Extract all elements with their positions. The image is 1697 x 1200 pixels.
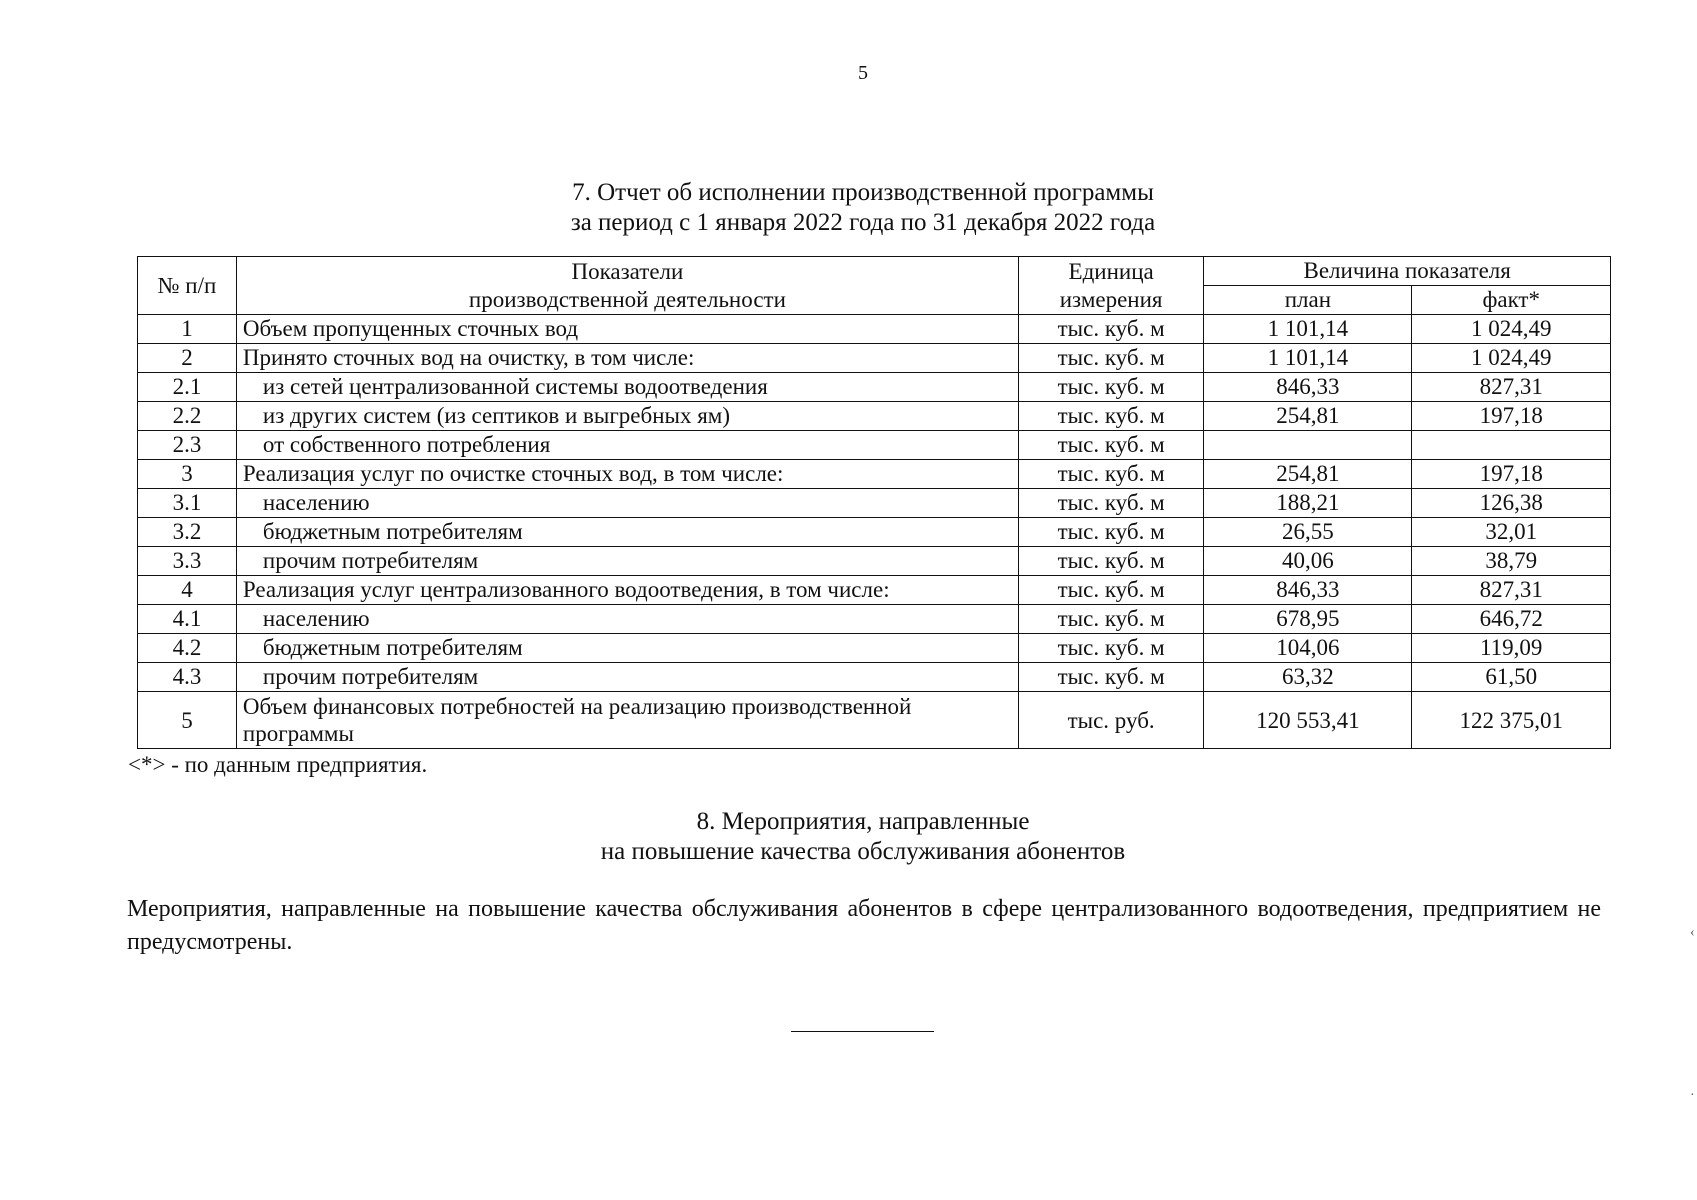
section-8-title bbox=[0, 807, 1697, 867]
table-row bbox=[138, 634, 1611, 663]
row-num: 3 bbox=[138, 460, 237, 489]
row-plan: 120 553,41 bbox=[1204, 692, 1412, 749]
header-fact: факт* bbox=[1412, 286, 1611, 315]
row-indicator: бюджетным потребителям bbox=[236, 518, 1018, 547]
table-row bbox=[138, 692, 1611, 749]
row-indicator: Объем финансовых потребностей на реализацию производственной программы bbox=[236, 692, 1018, 749]
table-row bbox=[138, 489, 1611, 518]
scan-edge-mark: ‹ bbox=[1690, 925, 1695, 940]
row-num: 3.2 bbox=[138, 518, 237, 547]
row-fact: 126,38 bbox=[1412, 489, 1611, 518]
row-fact: 646,72 bbox=[1412, 605, 1611, 634]
row-unit: тыс. куб. м bbox=[1018, 547, 1203, 576]
header-indicator-line1: Показатели bbox=[571, 258, 684, 284]
row-indicator: населению bbox=[236, 605, 1018, 634]
end-separator-line bbox=[791, 1031, 934, 1032]
row-plan bbox=[1204, 431, 1412, 460]
header-unit-line1: Единица bbox=[1068, 258, 1154, 284]
row-unit: тыс. куб. м bbox=[1018, 460, 1203, 489]
section-7-title-line2: за период с 1 января 2022 года по 31 декабря 2022 года bbox=[570, 209, 1156, 236]
row-unit: тыс. куб. м bbox=[1018, 605, 1203, 634]
table-row bbox=[138, 460, 1611, 489]
table-row bbox=[138, 547, 1611, 576]
section-7-title bbox=[0, 178, 1697, 238]
header-unit bbox=[1018, 257, 1203, 315]
row-plan: 254,81 bbox=[1204, 402, 1412, 431]
row-num: 3.3 bbox=[138, 547, 237, 576]
table-header-row bbox=[138, 257, 1611, 286]
row-indicator: Объем пропущенных сточных вод bbox=[236, 315, 1018, 344]
table-row bbox=[138, 373, 1611, 402]
row-fact: 38,79 bbox=[1412, 547, 1611, 576]
row-num: 2.1 bbox=[138, 373, 237, 402]
row-unit: тыс. куб. м bbox=[1018, 373, 1203, 402]
row-unit: тыс. куб. м bbox=[1018, 344, 1203, 373]
table-row bbox=[138, 431, 1611, 460]
row-indicator: населению bbox=[236, 489, 1018, 518]
row-num: 4.3 bbox=[138, 663, 237, 692]
header-indicator-line2: производственной деятельности bbox=[468, 286, 786, 312]
row-fact: 119,09 bbox=[1412, 634, 1611, 663]
row-indicator: прочим потребителям bbox=[236, 663, 1018, 692]
header-num: № п/п bbox=[138, 257, 237, 315]
scan-edge-mark: · bbox=[1690, 1088, 1695, 1103]
table-row bbox=[138, 344, 1611, 373]
row-indicator: бюджетным потребителям bbox=[236, 634, 1018, 663]
row-num: 3.1 bbox=[138, 489, 237, 518]
row-plan: 188,21 bbox=[1204, 489, 1412, 518]
row-num: 2 bbox=[138, 344, 237, 373]
header-unit-line2: измерения bbox=[1059, 286, 1163, 312]
row-fact: 197,18 bbox=[1412, 402, 1611, 431]
row-num: 2.2 bbox=[138, 402, 237, 431]
row-num: 2.3 bbox=[138, 431, 237, 460]
row-unit: тыс. куб. м bbox=[1018, 634, 1203, 663]
table-row bbox=[138, 576, 1611, 605]
row-plan: 26,55 bbox=[1204, 518, 1412, 547]
row-unit: тыс. руб. bbox=[1018, 692, 1203, 749]
row-fact: 1 024,49 bbox=[1412, 315, 1611, 344]
row-plan: 63,32 bbox=[1204, 663, 1412, 692]
row-fact: 61,50 bbox=[1412, 663, 1611, 692]
row-fact: 827,31 bbox=[1412, 373, 1611, 402]
row-indicator: из других систем (из септиков и выгребных ям) bbox=[236, 402, 1018, 431]
row-plan: 1 101,14 bbox=[1204, 344, 1412, 373]
row-num: 1 bbox=[138, 315, 237, 344]
production-program-report-table bbox=[137, 256, 1611, 749]
row-indicator: из сетей централизованной системы водоотведения bbox=[236, 373, 1018, 402]
row-num: 4.2 bbox=[138, 634, 237, 663]
row-unit: тыс. куб. м bbox=[1018, 576, 1203, 605]
section-8-paragraph: Мероприятия, направленные на повышение качества обслуживания абонентов в сфере централизованного водоотведения, предприятием не предусмотрены. bbox=[127, 896, 1601, 955]
row-num: 5 bbox=[138, 692, 237, 749]
section-7-title-line1: 7. Отчет об исполнении производственной программы bbox=[572, 179, 1154, 206]
row-fact: 32,01 bbox=[1412, 518, 1611, 547]
row-unit: тыс. куб. м bbox=[1018, 489, 1203, 518]
row-unit: тыс. куб. м bbox=[1018, 315, 1203, 344]
header-indicator bbox=[236, 257, 1018, 315]
row-indicator: от собственного потребления bbox=[236, 431, 1018, 460]
table-row bbox=[138, 518, 1611, 547]
row-plan: 678,95 bbox=[1204, 605, 1412, 634]
table-row bbox=[138, 663, 1611, 692]
row-unit: тыс. куб. м bbox=[1018, 402, 1203, 431]
row-num: 4 bbox=[138, 576, 237, 605]
section-8-title-line2: на повышение качества обслуживания абонентов bbox=[600, 838, 1126, 865]
row-fact: 827,31 bbox=[1412, 576, 1611, 605]
header-plan: план bbox=[1204, 286, 1412, 315]
row-num: 4.1 bbox=[138, 605, 237, 634]
header-value-group: Величина показателя bbox=[1204, 257, 1611, 286]
row-plan: 254,81 bbox=[1204, 460, 1412, 489]
row-fact: 122 375,01 bbox=[1412, 692, 1611, 749]
table-row bbox=[138, 315, 1611, 344]
row-unit: тыс. куб. м bbox=[1018, 518, 1203, 547]
row-fact: 1 024,49 bbox=[1412, 344, 1611, 373]
row-plan: 846,33 bbox=[1204, 373, 1412, 402]
row-fact bbox=[1412, 431, 1611, 460]
row-indicator: Принято сточных вод на очистку, в том числе: bbox=[236, 344, 1018, 373]
row-unit: тыс. куб. м bbox=[1018, 431, 1203, 460]
table-row bbox=[138, 605, 1611, 634]
row-plan: 1 101,14 bbox=[1204, 315, 1412, 344]
row-indicator: прочим потребителям bbox=[236, 547, 1018, 576]
row-plan: 104,06 bbox=[1204, 634, 1412, 663]
section-8-title-line1: 8. Мероприятия, направленные bbox=[696, 808, 1030, 835]
table-footnote: <*> - по данным предприятия. bbox=[128, 752, 428, 777]
page-number: 5 bbox=[858, 62, 868, 84]
table-row bbox=[138, 402, 1611, 431]
row-indicator: Реализация услуг по очистке сточных вод, в том числе: bbox=[236, 460, 1018, 489]
row-unit: тыс. куб. м bbox=[1018, 663, 1203, 692]
row-plan: 846,33 bbox=[1204, 576, 1412, 605]
row-indicator: Реализация услуг централизованного водоотведения, в том числе: bbox=[236, 576, 1018, 605]
row-plan: 40,06 bbox=[1204, 547, 1412, 576]
row-fact: 197,18 bbox=[1412, 460, 1611, 489]
